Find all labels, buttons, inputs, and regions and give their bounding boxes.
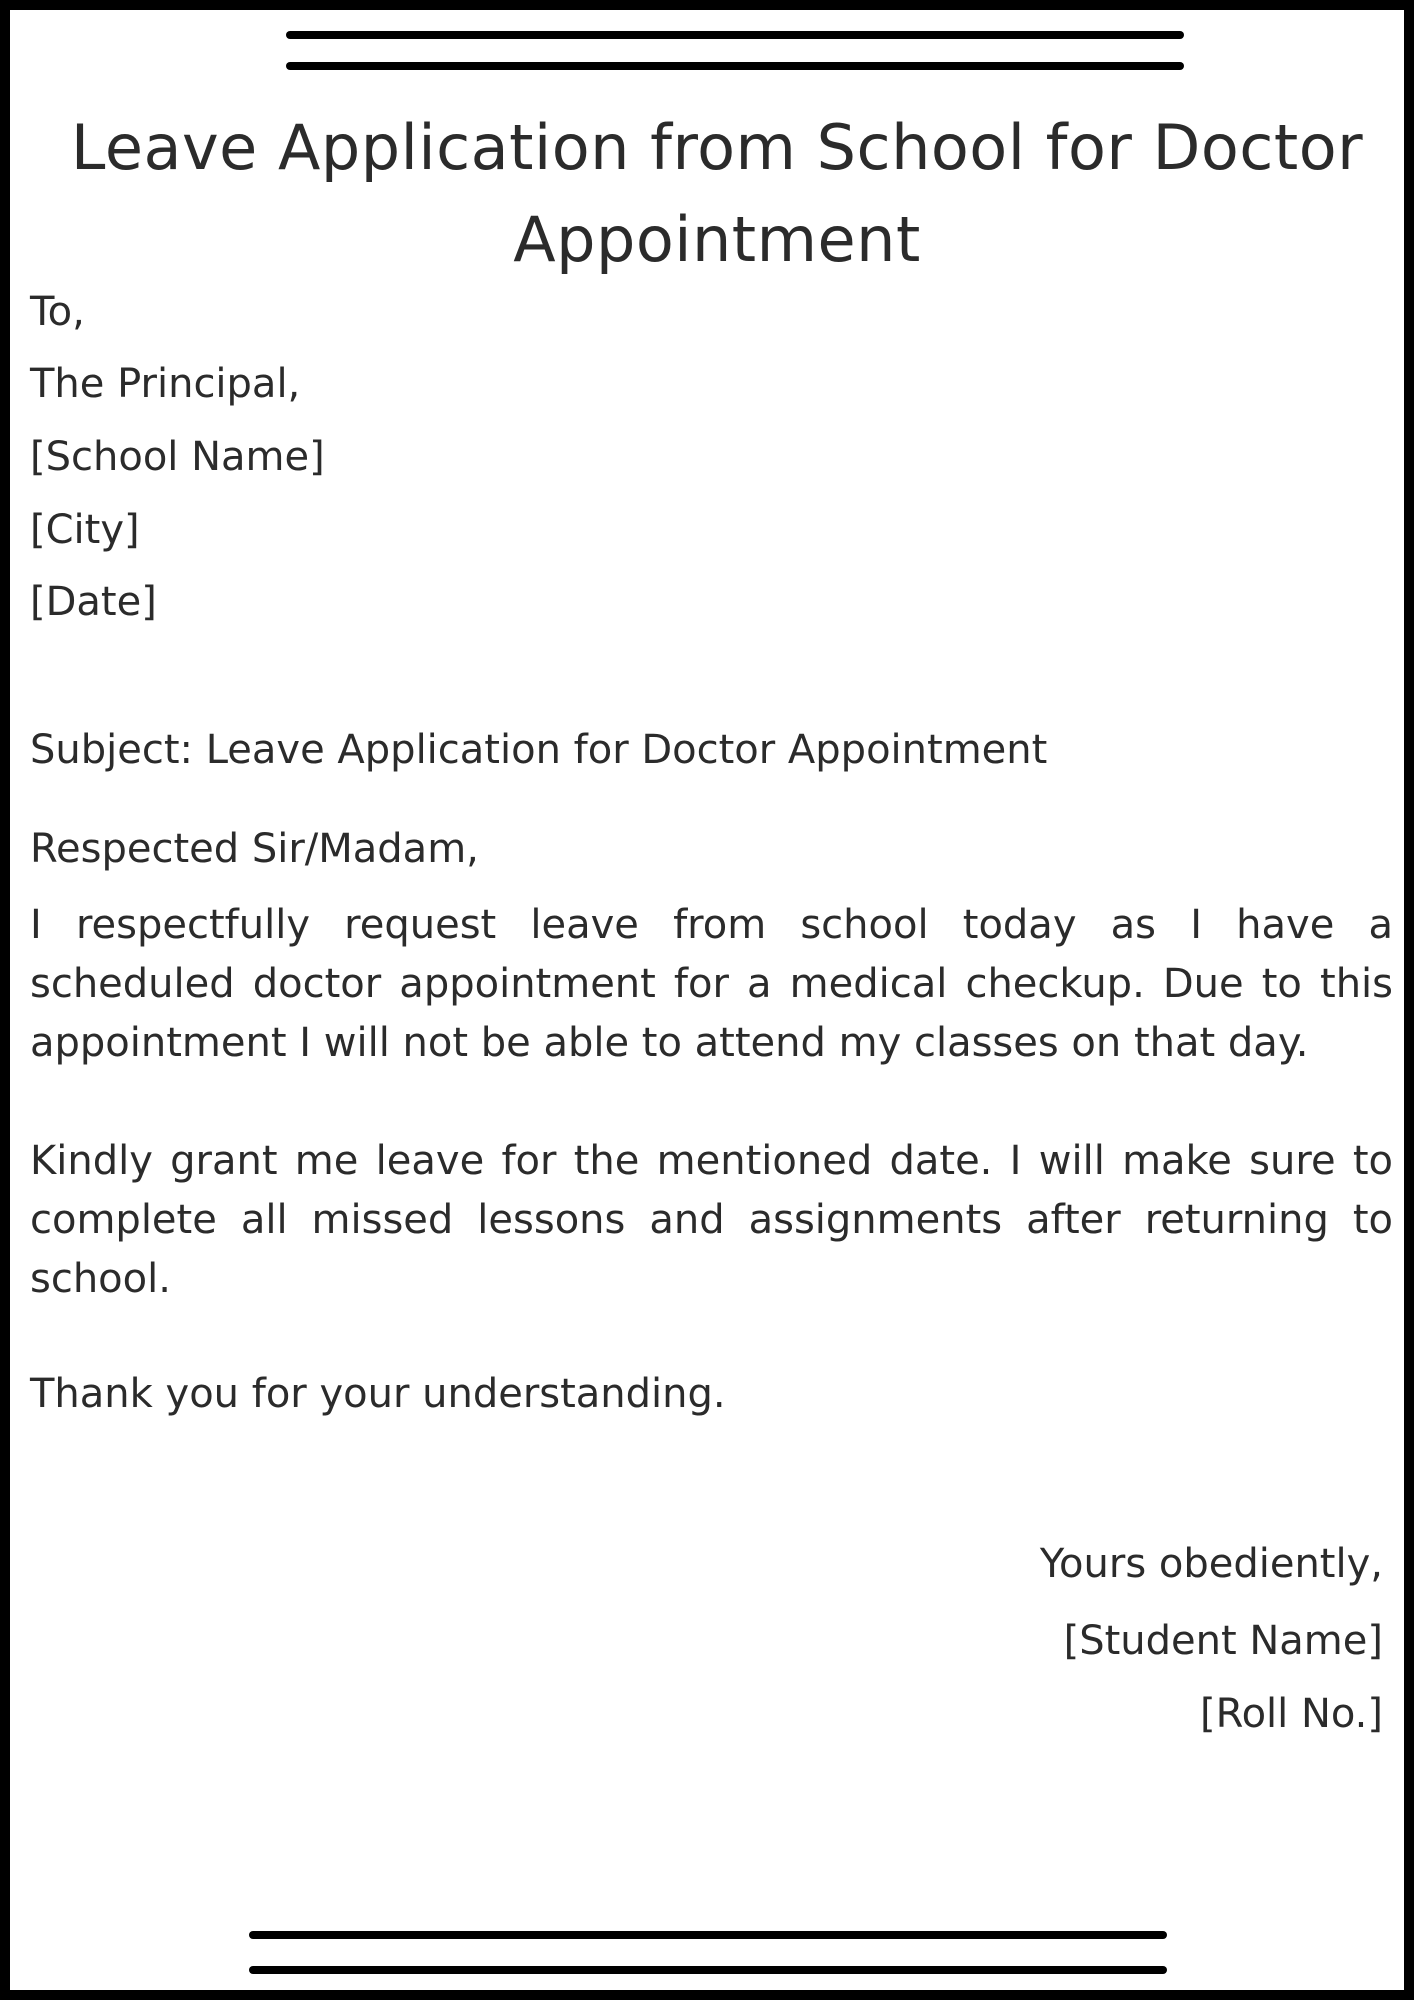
letter-subject: Subject: Leave Application for Doctor Appointment: [30, 727, 1048, 773]
letter-title: Leave Application from School for Doctor Appointment: [70, 111, 1364, 276]
bottom-rule-upper: [249, 1931, 1167, 1939]
body-paragraph-grant: Kindly grant me leave for the mentioned date. I will make sure to complete all missed lessons and assignments after returning to school.: [30, 1138, 1393, 1302]
body-paragraph-request: I respectfully request leave from school today as I have a scheduled doctor appointment for a medical checkup. Due to this appointment I will not be able to attend my classes on that day.: [30, 902, 1393, 1066]
top-rule-lower: [286, 62, 1184, 70]
address-school-name: [School Name]: [30, 434, 325, 480]
address-date: [Date]: [30, 579, 157, 625]
closing-roll-number: [Roll No.]: [1199, 1691, 1383, 1737]
closing-student-name: [Student Name]: [1063, 1618, 1383, 1664]
address-recipient: The Principal,: [30, 361, 301, 407]
bottom-rule-lower: [249, 1966, 1167, 1974]
top-rule-upper: [286, 31, 1184, 39]
letter-thanks: Thank you for your understanding.: [30, 1371, 726, 1417]
address-city: [City]: [30, 507, 140, 553]
closing-valediction: Yours obediently,: [1039, 1541, 1383, 1587]
letter-salutation: Respected Sir/Madam,: [30, 826, 479, 872]
address-to: To,: [30, 289, 85, 335]
